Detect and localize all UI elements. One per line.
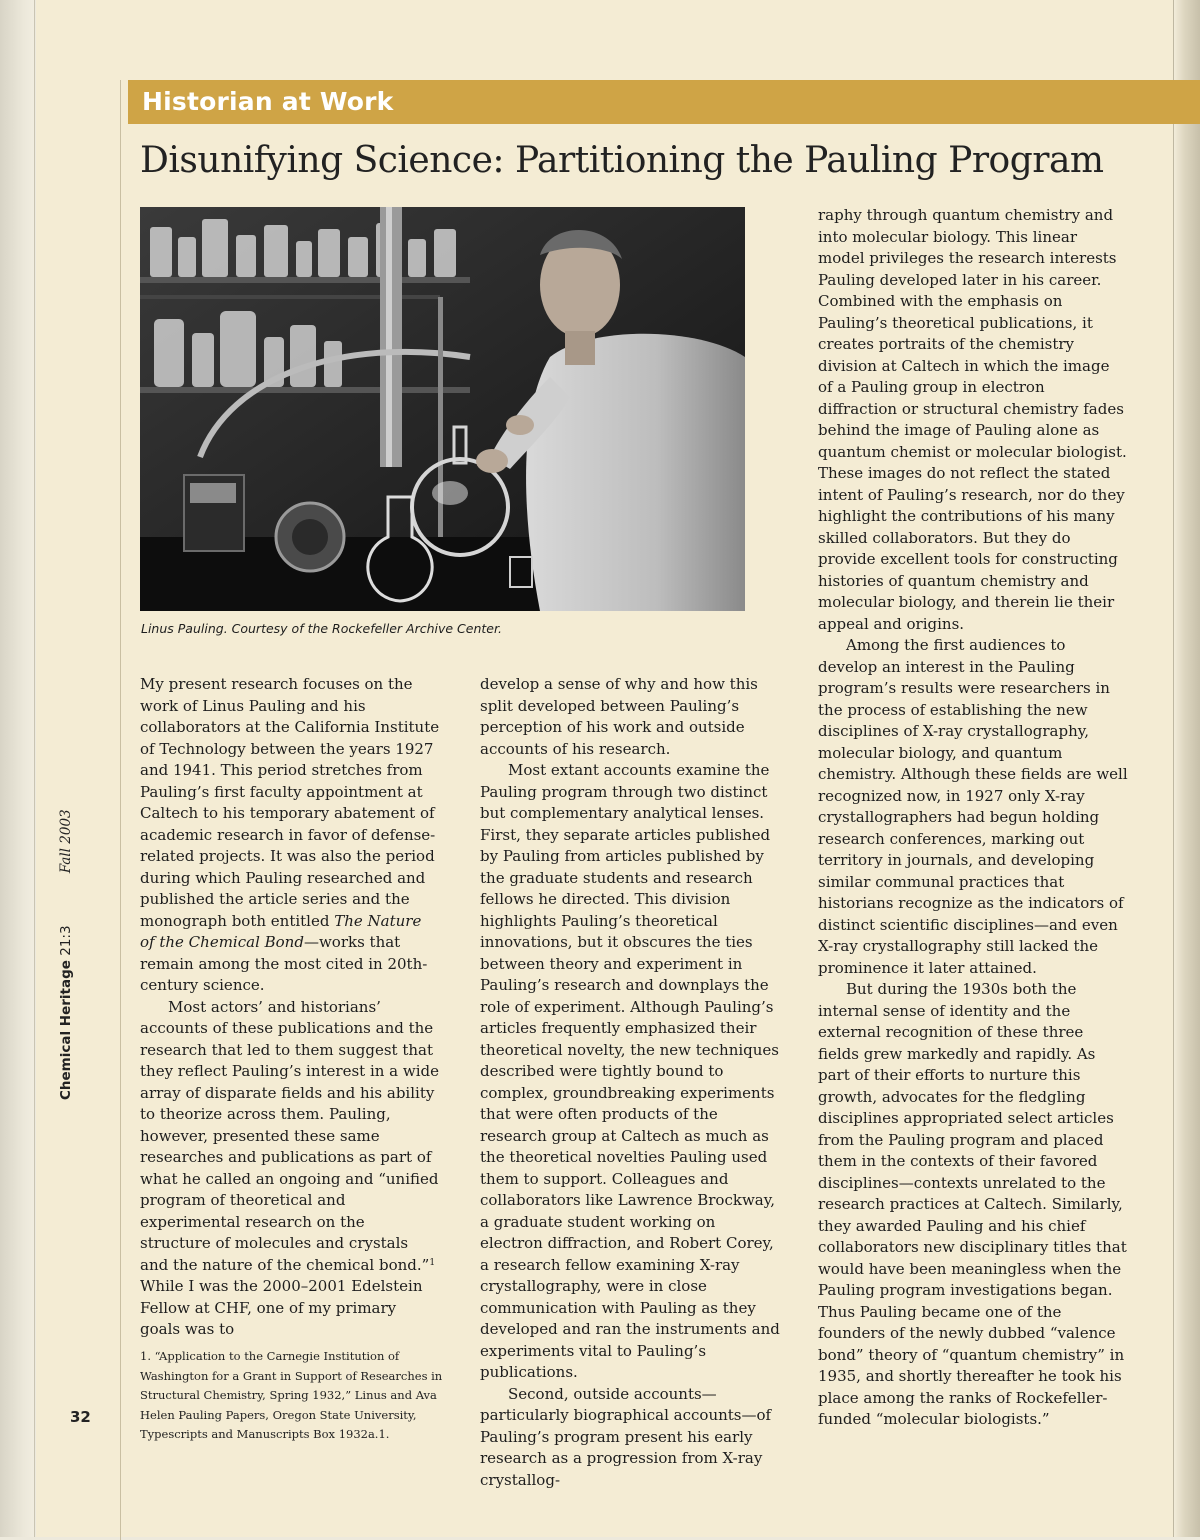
journal-volume: 21:3 [58, 925, 74, 956]
paragraph: develop a sense of why and how this split developed between Pauling’s perception of his work and outside accounts of his research. [480, 675, 758, 758]
page-edge-left [0, 0, 35, 1537]
article-title: Disunifying Science: Partitioning the Pauling Program [140, 140, 1104, 181]
paragraph: raphy through quantum chemistry and into molecular biology. This linear model privileges the research interests Pauling developed later in his career. Combined with the emphasis on Pauling’s theoretical publications, it creates portraits of the chemistry division at Caltech in which the image of a Pauling group in electron diffraction or structural chemistry fades behind the image of Pauling alone as quantum chemist or molecular biologist. These images do not reflect the stated intent of Pauling’s research, nor do they highlight the contributions of his many skilled collaborators. But they do provide excellent tools for constructing histories of quantum chemistry and molecular biology, and therein lie their appeal and origins. [818, 206, 1127, 633]
margin-rule [120, 80, 121, 1540]
paragraph: But during the 1930s both the internal sense of identity and the external recognition of these three fields grew markedly and rapidly. As part of their efforts to nurture this growth, advocates for the fledgling disciplines appropriated select articles from the Pauling program and placed them in the contexts of their favored disciplines—contexts unrelated to the research practices at Caltech. Similarly, they awarded Pauling and his chief collaborators new disciplinary titles that would have been meaningless when the Pauling program investigations began. Thus Pauling became one of the founders of the newly dubbed “valence bond” theory of “quantum chemistry” in 1935, and shortly thereafter he took his place among the ranks of Rockefeller-funded “molecular biologists.” [818, 980, 1127, 1428]
journal-season: Fall 2003 [58, 809, 74, 874]
article-column-3 [818, 205, 1128, 1431]
photo-illustration [140, 207, 745, 611]
footnote-ref[interactable]: 1 [429, 1257, 436, 1268]
book-title: The Nature of the Chemical Bond [140, 911, 422, 951]
paragraph: Second, outside accounts—particularly biographical accounts—of Pauling’s program present his early research as a progression from X-ray crystallog- [480, 1384, 772, 1489]
paragraph: Most extant accounts examine the Pauling program through two distinct but complementary analytical lenses. First, they separate articles published by Pauling from articles published by the graduate students and research fellows he directed. This division highlights Pauling’s theoretical innovations, but it obscures the ties between theory and experiment in Pauling’s research and downplays the role of experiment. Although Pauling’s articles frequently emphasized their theoretical novelty, the new techniques described were tightly bound to complex, groundbreaking experiments that were often products of the research group at Caltech as much as the theoretical novelties Pauling used them to support. Colleagues and collaborators like Lawrence Brockway, a graduate student working on electron diffraction, and Robert Corey, a research fellow examining X-ray crystallography, were in close communication with Pauling as they developed and ran the instruments and experiments vital to Pauling’s publications. [480, 761, 780, 1381]
paragraph: My present research focuses on the work of Linus Pauling and his collaborators at the California Institute of Technology between the years 1927 and 1941. This period stretches from Pauling’s first faculty appointment at Caltech to his temporary abatement of academic research in favor of defense-related projects. It was also the period during which Pauling researched and published the article series and the monograph both entitled The Nature of the Chemical Bond—works that remain among the most cited in 20th-century science. [140, 675, 440, 994]
page-edge-right [1173, 0, 1200, 1537]
page-number: 32 [70, 1408, 91, 1426]
running-head [58, 800, 74, 1100]
footnote: 1. “Application to the Carnegie Institution of Washington for a Grant in Support of Researches in Structural Chemistry, Spring 1932,” Linus and Ava Helen Pauling Papers, Oregon State University, Typescripts and Manuscripts Box 1932a.1. [140, 1349, 443, 1441]
photo-caption: Linus Pauling. Courtesy of the Rockefeller Archive Center. [141, 621, 502, 636]
article-column-1 [140, 674, 440, 1341]
paragraph: Most actors’ and historians’ accounts of these publications and the research that led to them suggest that they reflect Pauling’s interest in a wide array of disparate fields and his ability to theorize across them. Pauling, however, presented these same researches and publications as part of what he called an ongoing and “unified program of theoretical and experimental research on the structure of molecules and crystals and the nature of the chemical bond.”$^1$ While I was the 2000–2001 Edelstein Fellow at CHF, one of my primary goals was to [140, 997, 440, 1338]
article-column-2 [480, 674, 780, 1491]
paragraph: Among the first audiences to develop an interest in the Pauling program’s results were researchers in the process of establishing the new disciplines of X-ray crystallography, molecular biology, and quantum chemistry. Although these fields are well recognized now, in 1927 only X-ray crystallographers had begun holding research conferences, marking out territory in journals, and developing similar communal practices that historians recognize as the indicators of distinct scientific disciplines—and even X-ray crystallography still lacked the prominence it later attained. [818, 636, 1128, 977]
article-photo [140, 207, 745, 611]
section-banner-label: Historian at Work [142, 87, 394, 116]
section-banner [128, 80, 1200, 124]
journal-name: Chemical Heritage [58, 960, 74, 1100]
